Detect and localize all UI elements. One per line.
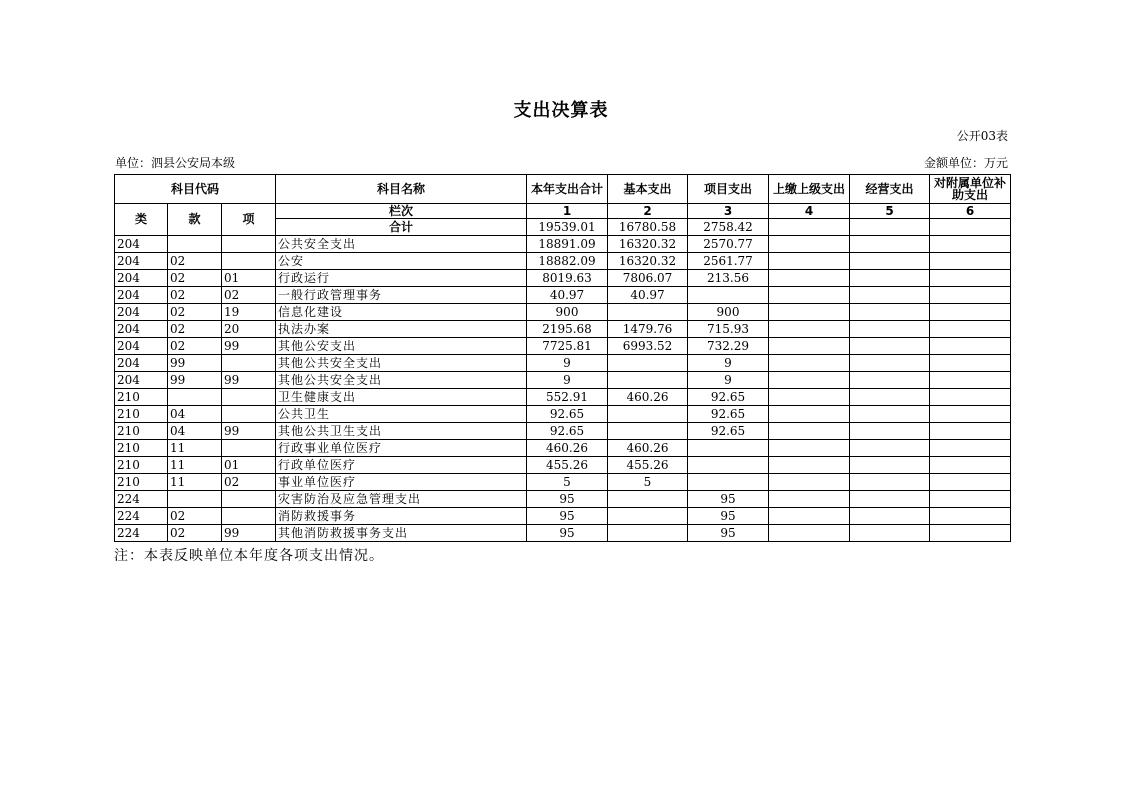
subsidy-cell bbox=[930, 508, 1011, 525]
column-number: 2 bbox=[608, 204, 688, 219]
remit-upper-cell bbox=[769, 491, 850, 508]
remit-upper-cell bbox=[769, 372, 850, 389]
basic-expense-cell: 460.26 bbox=[608, 440, 688, 457]
header-class: 类 bbox=[115, 204, 168, 236]
code-section-cell: 02 bbox=[168, 270, 222, 287]
project-expense-cell: 95 bbox=[688, 508, 769, 525]
project-expense-cell bbox=[688, 474, 769, 491]
subsidy-cell bbox=[930, 270, 1011, 287]
subsidy-cell bbox=[930, 491, 1011, 508]
operating-expense-cell bbox=[850, 270, 930, 287]
subsidy-cell bbox=[930, 457, 1011, 474]
subject-name-cell: 其他公共卫生支出 bbox=[276, 423, 527, 440]
operating-expense-cell bbox=[850, 338, 930, 355]
amount-unit-label: 金额单位：万元 bbox=[923, 156, 1008, 170]
table-row bbox=[115, 423, 1011, 440]
code-class-cell: 224 bbox=[115, 491, 168, 508]
code-class-cell: 204 bbox=[115, 236, 168, 253]
remit-upper-cell bbox=[769, 440, 850, 457]
operating-expense-cell bbox=[850, 389, 930, 406]
unit-label: 单位：泗县公安局本级 bbox=[115, 156, 236, 170]
table-header bbox=[115, 175, 1011, 236]
operating-expense-cell bbox=[850, 423, 930, 440]
remit-upper-cell bbox=[769, 338, 850, 355]
code-class-cell: 204 bbox=[115, 355, 168, 372]
code-section-cell: 02 bbox=[168, 321, 222, 338]
total-expense-cell: 92.65 bbox=[527, 423, 608, 440]
total-expense-cell: 5 bbox=[527, 474, 608, 491]
code-section-cell: 02 bbox=[168, 304, 222, 321]
subsidy-cell bbox=[930, 474, 1011, 491]
subject-name-cell: 其他消防救援事务支出 bbox=[276, 525, 527, 542]
operating-expense-cell bbox=[850, 440, 930, 457]
operating-expense-cell bbox=[850, 304, 930, 321]
header-project-expense: 项目支出 bbox=[688, 175, 769, 204]
subsidy-cell bbox=[930, 253, 1011, 270]
total-expense-cell: 95 bbox=[527, 525, 608, 542]
subject-name-cell: 公共卫生 bbox=[276, 406, 527, 423]
project-expense-cell: 92.65 bbox=[688, 389, 769, 406]
basic-expense-cell: 6993.52 bbox=[608, 338, 688, 355]
table-row bbox=[115, 474, 1011, 491]
table-row bbox=[115, 508, 1011, 525]
code-section-cell: 99 bbox=[168, 372, 222, 389]
code-section-cell: 02 bbox=[168, 287, 222, 304]
remit-upper-cell bbox=[769, 423, 850, 440]
total-expense-cell: 95 bbox=[527, 508, 608, 525]
project-expense-cell bbox=[688, 287, 769, 304]
code-section-cell: 04 bbox=[168, 406, 222, 423]
total-subsidy bbox=[930, 219, 1011, 236]
header-column-no: 栏次 bbox=[276, 204, 527, 219]
code-class-cell: 204 bbox=[115, 372, 168, 389]
code-item-cell bbox=[222, 253, 276, 270]
total-operating bbox=[850, 219, 930, 236]
project-expense-cell: 95 bbox=[688, 525, 769, 542]
code-section-cell: 11 bbox=[168, 457, 222, 474]
table-row bbox=[115, 525, 1011, 542]
table-row bbox=[115, 304, 1011, 321]
header-operating-expense: 经营支出 bbox=[850, 175, 930, 204]
remit-upper-cell bbox=[769, 474, 850, 491]
code-section-cell bbox=[168, 389, 222, 406]
code-class-cell: 210 bbox=[115, 423, 168, 440]
subject-name-cell: 行政运行 bbox=[276, 270, 527, 287]
operating-expense-cell bbox=[850, 406, 930, 423]
code-item-cell: 01 bbox=[222, 270, 276, 287]
total-expense-cell: 8019.63 bbox=[527, 270, 608, 287]
operating-expense-cell bbox=[850, 355, 930, 372]
subject-name-cell: 其他公安支出 bbox=[276, 338, 527, 355]
project-expense-cell: 715.93 bbox=[688, 321, 769, 338]
operating-expense-cell bbox=[850, 372, 930, 389]
basic-expense-cell bbox=[608, 491, 688, 508]
subsidy-cell bbox=[930, 389, 1011, 406]
basic-expense-cell bbox=[608, 355, 688, 372]
basic-expense-cell bbox=[608, 508, 688, 525]
code-section-cell: 04 bbox=[168, 423, 222, 440]
subject-name-cell: 卫生健康支出 bbox=[276, 389, 527, 406]
operating-expense-cell bbox=[850, 287, 930, 304]
operating-expense-cell bbox=[850, 236, 930, 253]
code-item-cell bbox=[222, 355, 276, 372]
basic-expense-cell: 16320.32 bbox=[608, 253, 688, 270]
code-item-cell bbox=[222, 491, 276, 508]
remit-upper-cell bbox=[769, 253, 850, 270]
table-row bbox=[115, 287, 1011, 304]
code-class-cell: 224 bbox=[115, 508, 168, 525]
table-row bbox=[115, 491, 1011, 508]
header-section: 款 bbox=[168, 204, 222, 236]
table-row bbox=[115, 389, 1011, 406]
table-body bbox=[115, 236, 1011, 542]
code-section-cell: 11 bbox=[168, 474, 222, 491]
remit-upper-cell bbox=[769, 287, 850, 304]
operating-expense-cell bbox=[850, 508, 930, 525]
code-section-cell: 99 bbox=[168, 355, 222, 372]
remit-upper-cell bbox=[769, 270, 850, 287]
basic-expense-cell: 1479.76 bbox=[608, 321, 688, 338]
basic-expense-cell: 460.26 bbox=[608, 389, 688, 406]
subject-name-cell: 执法办案 bbox=[276, 321, 527, 338]
basic-expense-cell: 5 bbox=[608, 474, 688, 491]
code-section-cell bbox=[168, 491, 222, 508]
subject-name-cell: 信息化建设 bbox=[276, 304, 527, 321]
code-item-cell bbox=[222, 389, 276, 406]
table-row bbox=[115, 338, 1011, 355]
project-expense-cell: 9 bbox=[688, 372, 769, 389]
code-item-cell: 99 bbox=[222, 372, 276, 389]
subsidy-cell bbox=[930, 304, 1011, 321]
header-total-expense: 本年支出合计 bbox=[527, 175, 608, 204]
code-class-cell: 204 bbox=[115, 321, 168, 338]
header-basic-expense: 基本支出 bbox=[608, 175, 688, 204]
code-item-cell: 02 bbox=[222, 287, 276, 304]
total-expense-cell: 92.65 bbox=[527, 406, 608, 423]
form-number: 公开03表 bbox=[956, 129, 1008, 143]
project-expense-cell: 900 bbox=[688, 304, 769, 321]
header-remit-upper: 上缴上级支出 bbox=[769, 175, 850, 204]
code-class-cell: 210 bbox=[115, 406, 168, 423]
operating-expense-cell bbox=[850, 457, 930, 474]
subject-name-cell: 其他公共安全支出 bbox=[276, 372, 527, 389]
code-section-cell: 02 bbox=[168, 525, 222, 542]
total-expense-cell: 18882.09 bbox=[527, 253, 608, 270]
remit-upper-cell bbox=[769, 304, 850, 321]
column-number: 4 bbox=[769, 204, 850, 219]
project-expense-cell: 9 bbox=[688, 355, 769, 372]
total-value: 19539.01 bbox=[527, 219, 608, 236]
basic-expense-cell: 40.97 bbox=[608, 287, 688, 304]
header-item: 项 bbox=[222, 204, 276, 236]
code-item-cell bbox=[222, 508, 276, 525]
code-item-cell: 99 bbox=[222, 338, 276, 355]
subsidy-cell bbox=[930, 423, 1011, 440]
code-item-cell: 99 bbox=[222, 525, 276, 542]
subject-name-cell: 灾害防治及应急管理支出 bbox=[276, 491, 527, 508]
subsidy-cell bbox=[930, 355, 1011, 372]
subsidy-cell bbox=[930, 287, 1011, 304]
remit-upper-cell bbox=[769, 508, 850, 525]
total-expense-cell: 2195.68 bbox=[527, 321, 608, 338]
table-row bbox=[115, 321, 1011, 338]
project-expense-cell bbox=[688, 440, 769, 457]
remit-upper-cell bbox=[769, 236, 850, 253]
code-class-cell: 210 bbox=[115, 389, 168, 406]
remit-upper-cell bbox=[769, 525, 850, 542]
total-project: 2758.42 bbox=[688, 219, 769, 236]
code-item-cell bbox=[222, 440, 276, 457]
table-note: 注：本表反映单位本年度各项支出情况。 bbox=[114, 548, 384, 564]
subsidy-cell bbox=[930, 338, 1011, 355]
total-basic: 16780.58 bbox=[608, 219, 688, 236]
total-expense-cell: 40.97 bbox=[527, 287, 608, 304]
subject-name-cell: 行政单位医疗 bbox=[276, 457, 527, 474]
subsidy-cell bbox=[930, 525, 1011, 542]
basic-expense-cell bbox=[608, 525, 688, 542]
project-expense-cell: 2561.77 bbox=[688, 253, 769, 270]
total-expense-cell: 9 bbox=[527, 372, 608, 389]
total-expense-cell: 460.26 bbox=[527, 440, 608, 457]
table-row bbox=[115, 457, 1011, 474]
header-subsidy-affiliated: 对附属单位补助支出 bbox=[930, 175, 1011, 204]
total-label: 合计 bbox=[276, 219, 527, 236]
operating-expense-cell bbox=[850, 474, 930, 491]
project-expense-cell: 92.65 bbox=[688, 423, 769, 440]
project-expense-cell: 92.65 bbox=[688, 406, 769, 423]
table-row bbox=[115, 270, 1011, 287]
project-expense-cell: 213.56 bbox=[688, 270, 769, 287]
total-expense-cell: 18891.09 bbox=[527, 236, 608, 253]
operating-expense-cell bbox=[850, 321, 930, 338]
code-section-cell: 02 bbox=[168, 253, 222, 270]
header-subject-name: 科目名称 bbox=[276, 175, 527, 204]
code-section-cell: 11 bbox=[168, 440, 222, 457]
code-class-cell: 204 bbox=[115, 338, 168, 355]
remit-upper-cell bbox=[769, 389, 850, 406]
total-expense-cell: 95 bbox=[527, 491, 608, 508]
subsidy-cell bbox=[930, 321, 1011, 338]
remit-upper-cell bbox=[769, 406, 850, 423]
code-section-cell bbox=[168, 236, 222, 253]
subsidy-cell bbox=[930, 406, 1011, 423]
code-section-cell: 02 bbox=[168, 338, 222, 355]
code-class-cell: 210 bbox=[115, 457, 168, 474]
table-row bbox=[115, 406, 1011, 423]
basic-expense-cell bbox=[608, 304, 688, 321]
code-class-cell: 204 bbox=[115, 270, 168, 287]
subsidy-cell bbox=[930, 372, 1011, 389]
table-row bbox=[115, 355, 1011, 372]
subsidy-cell bbox=[930, 440, 1011, 457]
project-expense-cell: 732.29 bbox=[688, 338, 769, 355]
operating-expense-cell bbox=[850, 253, 930, 270]
total-upper bbox=[769, 219, 850, 236]
code-item-cell bbox=[222, 236, 276, 253]
code-item-cell: 99 bbox=[222, 423, 276, 440]
code-section-cell: 02 bbox=[168, 508, 222, 525]
subject-name-cell: 行政事业单位医疗 bbox=[276, 440, 527, 457]
table-row bbox=[115, 253, 1011, 270]
code-item-cell bbox=[222, 406, 276, 423]
remit-upper-cell bbox=[769, 457, 850, 474]
total-expense-cell: 552.91 bbox=[527, 389, 608, 406]
subsidy-cell bbox=[930, 236, 1011, 253]
total-expense-cell: 7725.81 bbox=[527, 338, 608, 355]
table-row bbox=[115, 372, 1011, 389]
code-class-cell: 210 bbox=[115, 440, 168, 457]
basic-expense-cell bbox=[608, 406, 688, 423]
total-expense-cell: 900 bbox=[527, 304, 608, 321]
code-item-cell: 20 bbox=[222, 321, 276, 338]
column-number: 5 bbox=[850, 204, 930, 219]
code-class-cell: 224 bbox=[115, 525, 168, 542]
total-expense-cell: 9 bbox=[527, 355, 608, 372]
operating-expense-cell bbox=[850, 491, 930, 508]
basic-expense-cell bbox=[608, 372, 688, 389]
column-number: 3 bbox=[688, 204, 769, 219]
code-class-cell: 204 bbox=[115, 287, 168, 304]
remit-upper-cell bbox=[769, 355, 850, 372]
page-title: 支出决算表 bbox=[513, 100, 609, 121]
subject-name-cell: 消防救援事务 bbox=[276, 508, 527, 525]
total-expense-cell: 455.26 bbox=[527, 457, 608, 474]
project-expense-cell: 2570.77 bbox=[688, 236, 769, 253]
project-expense-cell: 95 bbox=[688, 491, 769, 508]
remit-upper-cell bbox=[769, 321, 850, 338]
table-row bbox=[115, 440, 1011, 457]
subject-name-cell: 其他公共安全支出 bbox=[276, 355, 527, 372]
code-class-cell: 204 bbox=[115, 253, 168, 270]
column-number: 6 bbox=[930, 204, 1011, 219]
code-item-cell: 02 bbox=[222, 474, 276, 491]
column-number: 1 bbox=[527, 204, 608, 219]
expense-table bbox=[114, 174, 1011, 542]
subject-name-cell: 公安 bbox=[276, 253, 527, 270]
code-item-cell: 19 bbox=[222, 304, 276, 321]
table-row bbox=[115, 236, 1011, 253]
basic-expense-cell: 7806.07 bbox=[608, 270, 688, 287]
subject-name-cell: 一般行政管理事务 bbox=[276, 287, 527, 304]
header-subject-code: 科目代码 bbox=[115, 175, 276, 204]
basic-expense-cell: 16320.32 bbox=[608, 236, 688, 253]
code-class-cell: 210 bbox=[115, 474, 168, 491]
basic-expense-cell bbox=[608, 423, 688, 440]
subject-name-cell: 事业单位医疗 bbox=[276, 474, 527, 491]
code-class-cell: 204 bbox=[115, 304, 168, 321]
operating-expense-cell bbox=[850, 525, 930, 542]
code-item-cell: 01 bbox=[222, 457, 276, 474]
subject-name-cell: 公共安全支出 bbox=[276, 236, 527, 253]
basic-expense-cell: 455.26 bbox=[608, 457, 688, 474]
project-expense-cell bbox=[688, 457, 769, 474]
